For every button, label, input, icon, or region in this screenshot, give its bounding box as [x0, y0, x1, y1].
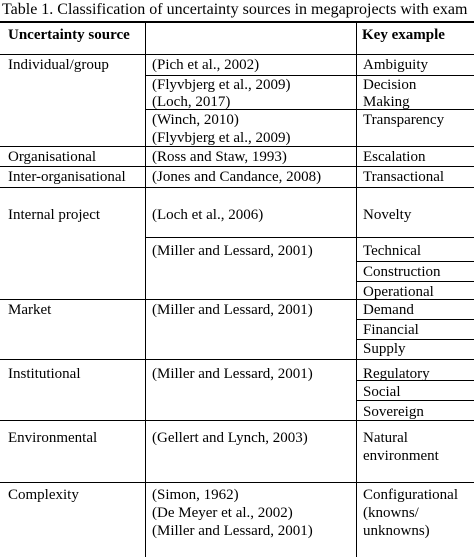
cell-example: Sovereign	[363, 404, 424, 420]
cell-example: Transactional	[363, 169, 445, 185]
cell-example: Transparency	[363, 112, 445, 128]
cell-example: Supply	[363, 341, 406, 357]
rule-partial	[356, 261, 474, 262]
cell-category: Market	[8, 302, 52, 318]
cell-citation: (Gellert and Lynch, 2003)	[152, 430, 308, 446]
cell-example: Regulatory	[363, 366, 430, 382]
cell-category: Inter-organisational	[8, 169, 126, 185]
cell-category: Institutional	[8, 366, 81, 382]
cell-example: Natural	[363, 430, 408, 446]
cell-citation: (Winch, 2010)	[152, 112, 239, 128]
cell-category: Individual/group	[8, 57, 109, 73]
cell-citation: (Jones and Candance, 2008)	[152, 169, 322, 185]
cell-citation: (Miller and Lessard, 2001)	[152, 302, 313, 318]
header-key-example: Key example	[362, 27, 445, 43]
cell-citation: (Loch et al., 2006)	[152, 207, 264, 223]
cell-citation: (Flyvbjerg et al., 2009)	[152, 130, 291, 146]
cell-example: Making	[363, 94, 410, 110]
header-uncertainty-source: Uncertainty source	[8, 27, 130, 43]
cell-citation: (Flyvbjerg et al., 2009)	[152, 77, 291, 93]
cell-example: Construction	[363, 264, 441, 280]
rule-partial	[145, 237, 474, 238]
cell-example: environment	[363, 448, 439, 464]
cell-citation: (Loch, 2017)	[152, 94, 231, 110]
table-caption: Table 1. Classification of uncertainty sources in megaprojects with exam	[2, 1, 468, 18]
rule-vertical	[145, 23, 146, 557]
rule	[0, 482, 474, 483]
cell-example: Social	[363, 384, 401, 400]
cell-citation: (Miller and Lessard, 2001)	[152, 243, 313, 259]
cell-example: Configurational	[363, 487, 458, 503]
rule	[0, 187, 474, 188]
rule-header	[0, 54, 474, 55]
cell-category: Internal project	[8, 207, 101, 223]
cell-example: Financial	[363, 322, 419, 338]
cell-citation: (Ross and Staw, 1993)	[152, 149, 287, 165]
cell-citation: (De Meyer et al., 2002)	[152, 505, 293, 521]
cell-category: Organisational	[8, 149, 97, 165]
cell-example: Novelty	[363, 207, 412, 223]
cell-citation: (Miller and Lessard, 2001)	[152, 523, 313, 539]
cell-citation: (Simon, 1962)	[152, 487, 239, 503]
rule-top	[0, 21, 474, 23]
cell-example: Ambiguity	[363, 57, 429, 73]
cell-citation: (Pich et al., 2002)	[152, 57, 260, 73]
cell-example: Demand	[363, 302, 414, 318]
cell-example: Technical	[363, 243, 422, 259]
cell-category: Complexity	[8, 487, 79, 503]
cell-example: (knowns/	[363, 505, 419, 521]
cell-example: Decision	[363, 77, 417, 93]
cell-example: unknowns)	[363, 523, 430, 539]
cell-category: Environmental	[8, 430, 98, 446]
rule	[0, 359, 474, 360]
cell-citation: (Miller and Lessard, 2001)	[152, 366, 313, 382]
cell-example: Escalation	[363, 149, 426, 165]
rule-vertical	[356, 23, 357, 557]
cell-example: Operational	[363, 284, 434, 300]
